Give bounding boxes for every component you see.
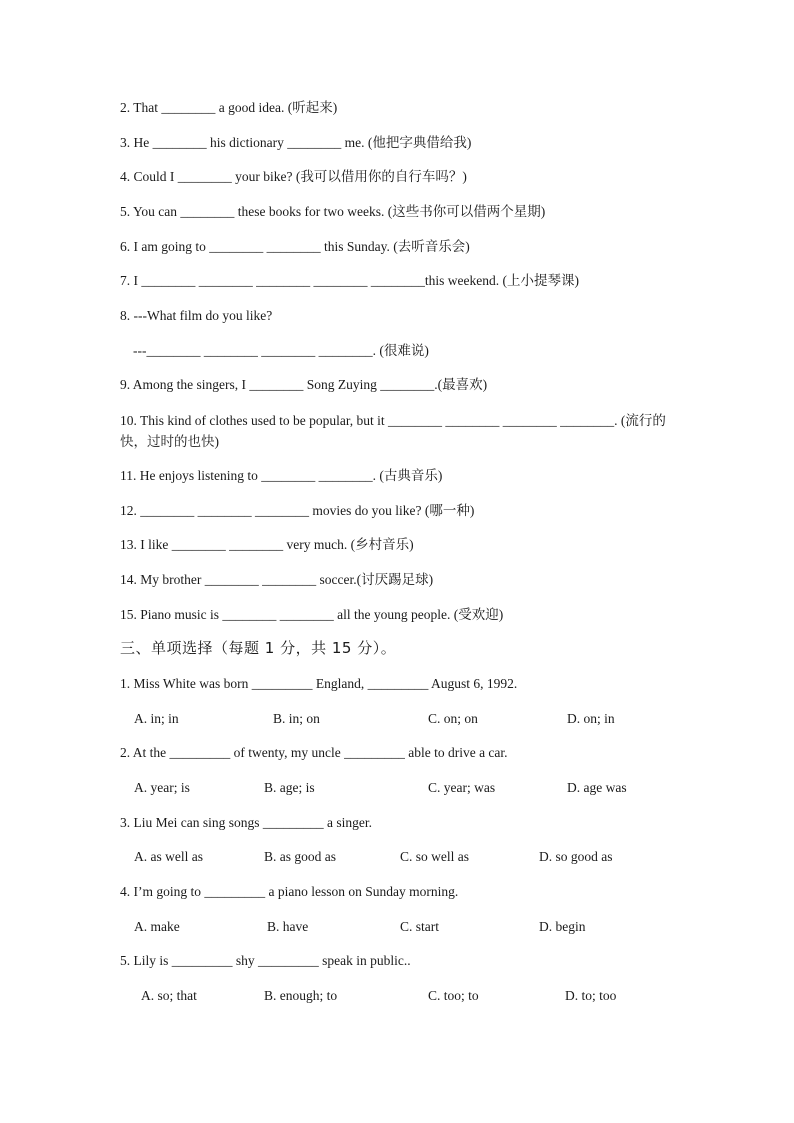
option-c: C. start	[400, 919, 439, 934]
option-b: B. age; is	[264, 780, 315, 795]
question-stem: 3. Liu Mei can sing songs _________ a singer.	[120, 815, 372, 830]
option-b: B. enough; to	[264, 988, 338, 1003]
question-stem: 4. I’m going to _________ a piano lesson on Sunday morning.	[120, 884, 459, 899]
fill-item-15: 15. Piano music is ________ ________ all the young people. (受欢迎)	[120, 607, 504, 622]
section-heading: 三、单项选择（每题 1 分，共 15 分）。	[120, 639, 397, 657]
option-b: B. have	[267, 919, 309, 934]
fill-item-5: 5. You can ________ these books for two weeks. (这些书你可以借两个星期)	[120, 204, 546, 219]
fill-item-2: 2. That ________ a good idea. (听起来)	[120, 100, 338, 115]
option-d: D. age was	[567, 780, 627, 795]
option-a: A. make	[134, 919, 180, 934]
fill-item-11: 11. He enjoys listening to ________ ________. (古典音乐)	[120, 468, 443, 483]
fill-item-14: 14. My brother ________ ________ soccer.(讨厌踢足球)	[120, 572, 434, 587]
option-a: A. year; is	[134, 780, 190, 795]
option-c: C. year; was	[428, 780, 496, 795]
option-b: B. in; on	[273, 711, 320, 726]
fill-item-9: 9. Among the singers, I ________ Song Zuying ________.(最喜欢)	[120, 377, 488, 392]
option-c: C. so well as	[400, 849, 469, 864]
fill-item-6: 6. I am going to ________ ________ this Sunday. (去听音乐会)	[120, 239, 470, 254]
question-stem: 5. Lily is _________ shy _________ speak in public..	[120, 953, 411, 968]
fill-item-8: 8. ---What film do you like?	[120, 308, 273, 323]
option-c: C. on; on	[428, 711, 478, 726]
question-stem: 1. Miss White was born _________ England, _________ August 6, 1992.	[120, 676, 518, 691]
option-d: D. to; too	[565, 988, 617, 1003]
fill-item-10: 10. This kind of clothes used to be popular, but it ________ ________ ________ ________. (流行的快，过时的也快)	[120, 413, 666, 449]
option-b: B. as good as	[264, 849, 336, 864]
question-stem: 2. At the _________ of twenty, my uncle _________ able to drive a car.	[120, 745, 508, 760]
option-d: D. begin	[539, 919, 586, 934]
fill-item-12: 12. ________ ________ ________ movies do you like? (哪一种)	[120, 503, 475, 518]
option-c: C. too; to	[428, 988, 479, 1003]
fill-item-3: 3. He ________ his dictionary ________ me. (他把字典借给我)	[120, 135, 472, 150]
fill-item-13: 13. I like ________ ________ very much. (乡村音乐)	[120, 537, 414, 552]
fill-item-7: 7. I ________ ________ ________ ________ ________this weekend. (上小提琴课)	[120, 273, 579, 288]
fill-item-8-answer: ---________ ________ ________ ________. (很难说)	[133, 343, 429, 358]
fill-item-4: 4. Could I ________ your bike? (我可以借用你的自行车吗？)	[120, 169, 467, 184]
option-a: A. so; that	[141, 988, 197, 1003]
option-a: A. in; in	[134, 711, 179, 726]
option-d: D. so good as	[539, 849, 613, 864]
option-a: A. as well as	[134, 849, 203, 864]
option-d: D. on; in	[567, 711, 615, 726]
